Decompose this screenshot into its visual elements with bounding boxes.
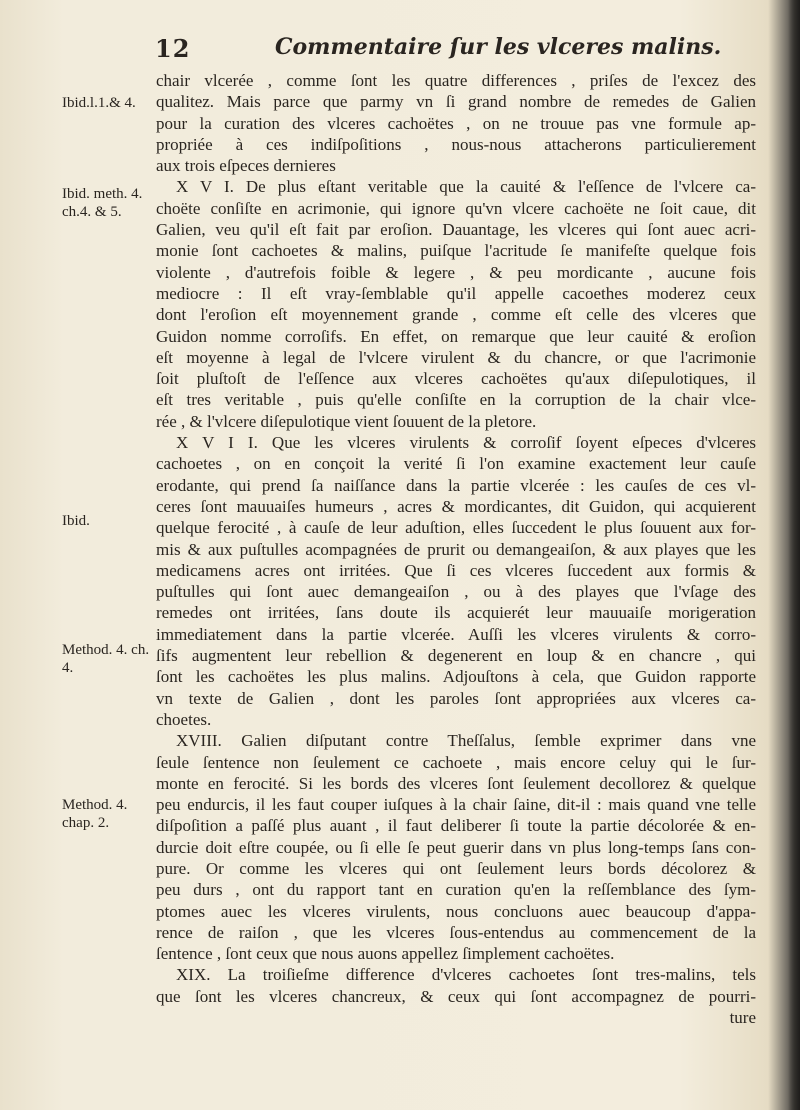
text-line: peu durs , ont du rapport tant en curation qu'en la reſſemblance des ſym- bbox=[156, 880, 756, 900]
text-line: pure. Or comme les vlceres qui ont ſeulement leurs bords décolorez & bbox=[156, 858, 756, 878]
text-line: mediocre : Il eſt vray-ſemblable qu'il appelle cacoethes moderez ceux bbox=[156, 283, 756, 303]
margin-note: Method. 4. chap. 2. bbox=[62, 797, 128, 831]
text-line: chair vlcerée , comme ſont les quatre differences , priſes de l'excez des bbox=[156, 71, 756, 90]
text-line: eſt tres veritable , puis qu'elle conſiſte en la corruption de la chair vlce- bbox=[156, 390, 756, 410]
text-line: eſt moyenne à legal de l'vlcere virulent & du chancre, or que l'acrimonie bbox=[156, 347, 756, 367]
text-line: durcie doit eſtre coupée, ou ſi elle ſe peut guerir dans vn plus long-temps ſans con- bbox=[156, 837, 756, 857]
text-line: qualitez. Mais parce que parmy vn ſi grand nombre de remedes de Galien bbox=[156, 92, 756, 112]
text-line: ſoit pluſtoſt de l'eſſence aux vlceres cachoëtes qu'aux diſepulotiques, il bbox=[156, 369, 756, 389]
page-edge-shadow bbox=[788, 0, 800, 1110]
text-line: aux trois eſpeces dernieres bbox=[156, 156, 336, 176]
text-line: rence de raiſon , que les vlceres ſous-entendus au commencement de la bbox=[156, 922, 756, 942]
text-line: cachoetes , on en conçoit la verité ſi l'on examine exactement leur cauſe bbox=[156, 454, 756, 474]
text-line: que ſont les vlceres chancreux, & ceux qui ſont accompagnez de pourri- bbox=[156, 986, 756, 1006]
catchword: ture bbox=[729, 1008, 756, 1028]
text-line: ptomes auec les vlceres virulents, nous concluons auec beaucoup d'appa- bbox=[156, 901, 756, 921]
text-line: ſont les cachoëtes les plus malins. Adjouſtons à cela, que Guidon rapporte bbox=[156, 667, 756, 687]
text-line: ſifs augmentent leur rebellion & degenerent en loup & en chancre , qui bbox=[156, 646, 756, 666]
text-line: mis & aux puſtulles acompagnées de prurit ou demangeaiſon, & aux playes que les bbox=[156, 539, 756, 559]
text-line: diſpoſition a paſſé plus auant , il faut deliberer ſi toute la partie décolorée & en- bbox=[156, 816, 756, 836]
text-line: dont l'eroſion eſt moyennement grande , comme eſt celle des vlceres que bbox=[156, 305, 756, 325]
text-line: ſeule ſentence non ſeulement ce cachoete , mais encore celuy qui le ſur- bbox=[156, 752, 756, 772]
text-line: rée , & l'vlcere diſepulotique vient ſouuent de la pletore. bbox=[156, 411, 537, 431]
text-line: pour la curation des vlceres cachoëtes , on ne trouue pas vne formule ap- bbox=[156, 113, 756, 133]
margin-note: Ibid. meth. 4. ch.4. & 5. bbox=[62, 186, 143, 220]
text-line: Galien, veu qu'il eſt fait par eroſion. Dauantage, les vlceres qui ſont auec acri- bbox=[156, 220, 756, 240]
margin-note: Ibid. bbox=[62, 513, 90, 529]
text-line: ceres ſont mauuaiſes humeurs , acres & mordicantes, dit Guidon, qui acquierent bbox=[156, 496, 756, 516]
page-number: 12 bbox=[155, 34, 191, 63]
body-text bbox=[156, 70, 756, 1028]
running-title: Commentaire ſur les vlceres malins. bbox=[275, 34, 722, 60]
text-line: ſentence , ſont ceux que nous auons appellez ſimplement cachoëtes. bbox=[156, 944, 615, 964]
text-line: X V I. De plus eſtant veritable que la cauité & l'eſſence de l'vlcere ca- bbox=[176, 177, 756, 197]
margin-note: Method. 4. ch. 4. bbox=[62, 642, 150, 676]
text-line: quelque ferocité , à cauſe de leur aduſtion, elles ſuccedent le plus ſouuent aux for- bbox=[156, 518, 756, 538]
page-header bbox=[155, 34, 755, 68]
text-line: XVIII. Galien diſputant contre Theſſalus, ſemble exprimer dans vne bbox=[176, 731, 756, 751]
text-line: choëte conſiſte en acrimonie, qui ignore qu'vn vlcere cachoëte ne ſoit caue, dit bbox=[156, 198, 756, 218]
text-line: medicamens acres ont irritées. Que ſi ces vlceres ſuccedent aux formis & bbox=[156, 560, 756, 580]
text-line: vn texte de Galien , dont les paroles ſont appropriées aux vlceres ca- bbox=[156, 688, 756, 708]
text-line: monie ſont cachoetes & malins, puiſque l'acritude ſe manifeſte quelque fois bbox=[156, 241, 756, 261]
text-line: violente , d'autrefois foible & legere , & peu mordicante , aucune fois bbox=[156, 262, 756, 282]
text-line: X V I I. Que les vlceres virulents & corroſif ſoyent eſpeces d'vlceres bbox=[176, 433, 756, 453]
text-line: XIX. La troiſieſme difference d'vlceres cachoetes ſont tres-malins, tels bbox=[176, 965, 756, 985]
text-line: puſtulles qui ſont auec demangeaiſon , ou à des playes que l'vſage des bbox=[156, 582, 756, 602]
text-line: immediatement dans la partie vlcerée. Auſſi les vlceres virulents & corro- bbox=[156, 624, 756, 644]
text-line: remedes ont irritées, ſans doute ils acquierét leur mauuaiſe morigeration bbox=[156, 603, 756, 623]
text-line: monte en ferocité. Si les bords des vlceres ſont ſeulement decollorez & quelque bbox=[156, 773, 756, 793]
text-line: choetes. bbox=[156, 709, 212, 729]
text-line: erodante, qui prend ſa naiſſance dans la partie vlcerée : les cauſes de ces vl- bbox=[156, 475, 756, 495]
text-line: Guidon nomme corroſifs. En effet, on remarque que leur cauité & eroſion bbox=[156, 326, 756, 346]
text-line: peu endurcis, il les faut couper iuſques à la chair ſaine, dit-il : mais quand vne telle bbox=[156, 795, 756, 815]
margin-note: Ibid.l.1.& 4. bbox=[62, 95, 136, 111]
text-line: propriée à ces indiſpoſitions , nous-nous attacherons particulierement bbox=[156, 134, 756, 154]
